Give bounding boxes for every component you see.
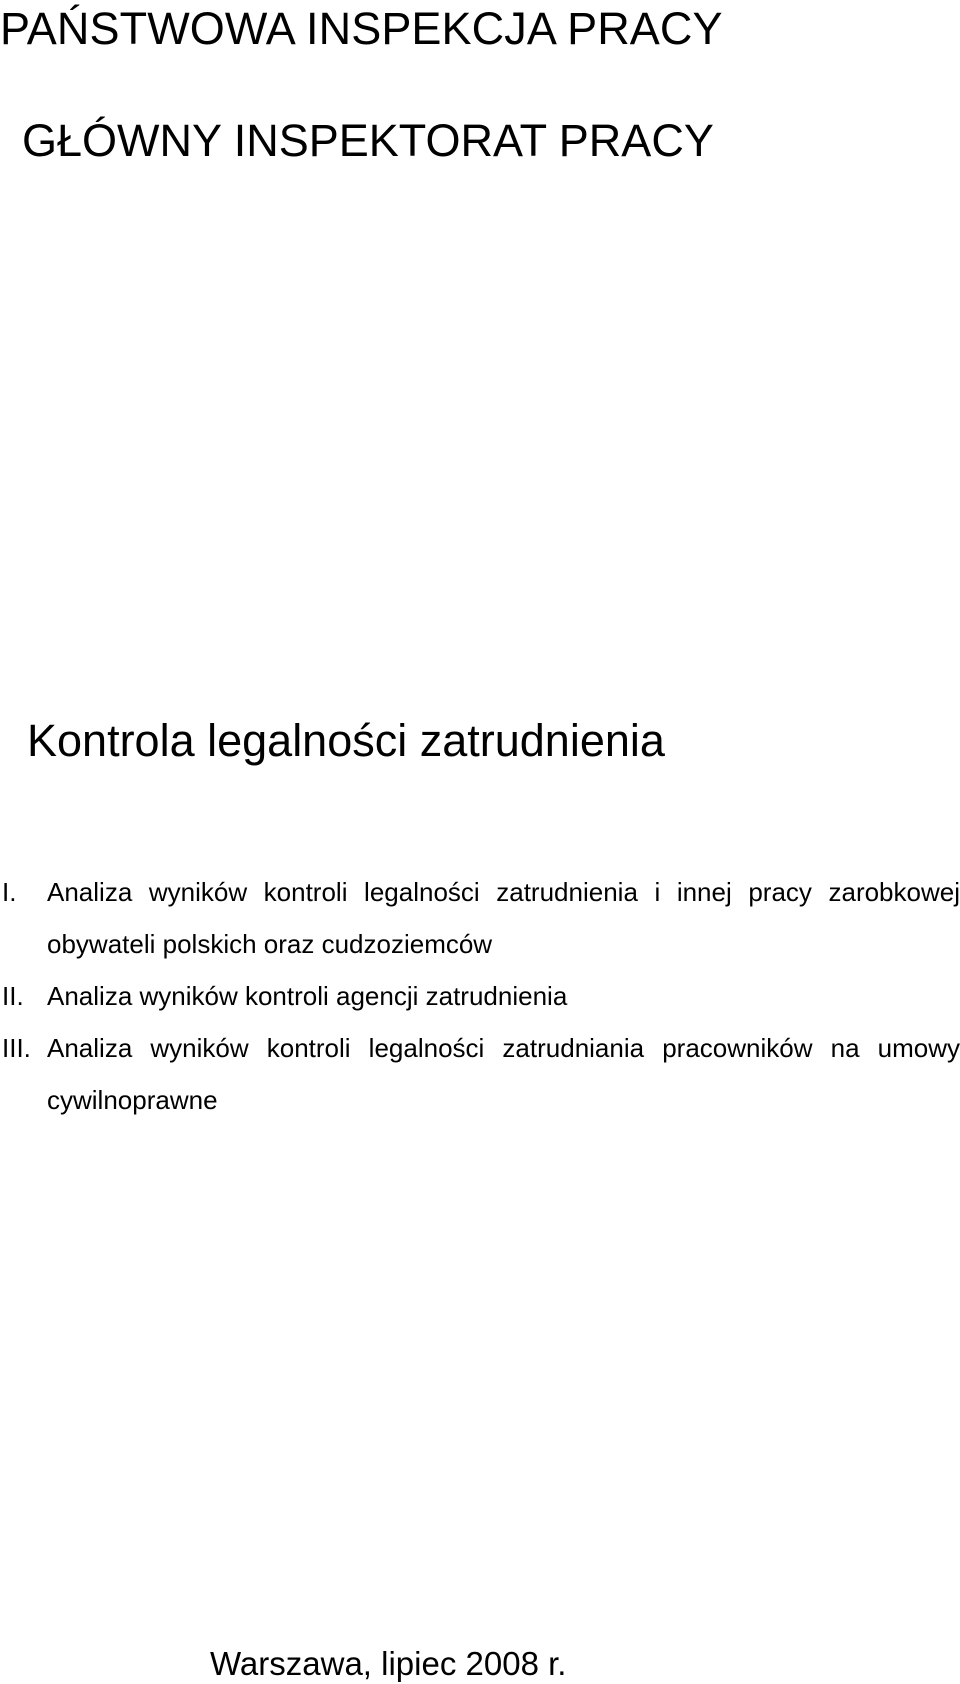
list-item-number: II. — [2, 981, 24, 1011]
office-name: GŁÓWNY INSPEKTORAT PRACY — [22, 115, 714, 166]
list-item-text: Analiza wyników kontroli legalności zatrudniania pracowników na umowy cywilnoprawne — [47, 1033, 960, 1115]
list-item-number: I. — [2, 877, 17, 907]
table-of-contents — [0, 866, 960, 1126]
place-and-date: Warszawa, lipiec 2008 r. — [210, 1645, 567, 1682]
list-item-text: Analiza wyników kontroli agencji zatrudnienia — [47, 981, 568, 1011]
list-item — [0, 970, 960, 1022]
document-title: Kontrola legalności zatrudnienia — [27, 715, 665, 766]
list-item-number: III. — [2, 1033, 31, 1063]
institution-name: PAŃSTWOWA INSPEKCJA PRACY — [0, 3, 723, 54]
list-item — [0, 866, 960, 970]
list-item-text: Analiza wyników kontroli legalności zatrudnienia i innej pracy zarobkowej obywateli polskich oraz cudzoziemców — [47, 877, 960, 959]
list-item — [0, 1022, 960, 1126]
